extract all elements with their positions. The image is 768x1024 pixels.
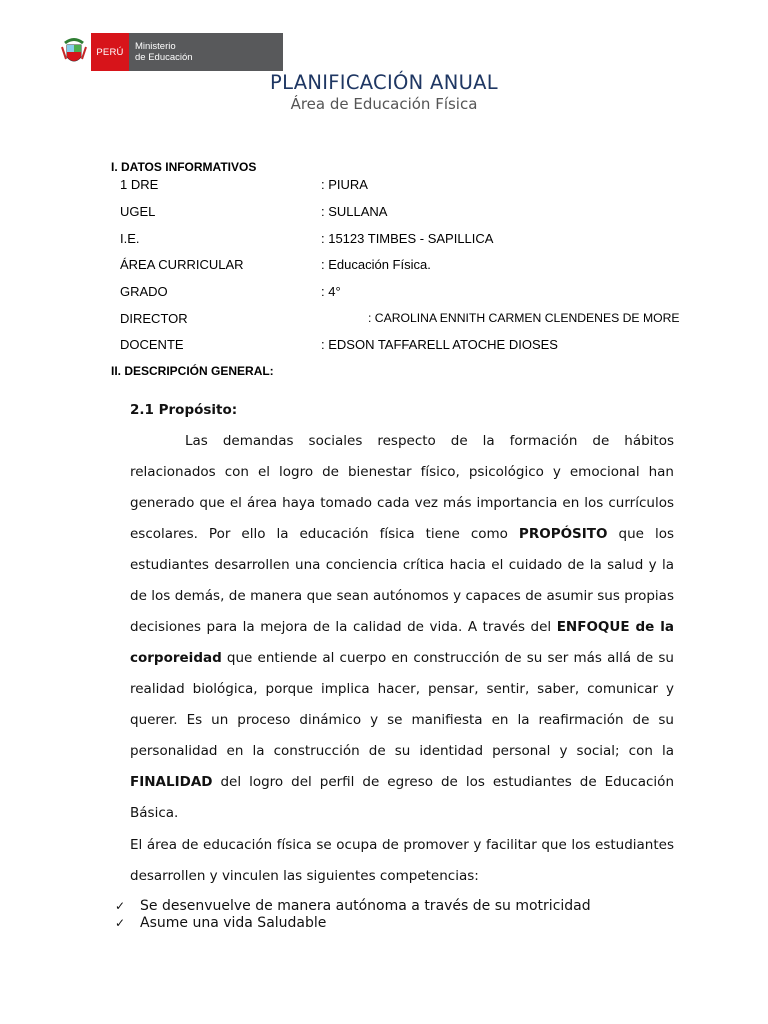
info-value: : PIURA [321, 177, 368, 192]
purpose-text-2: que los estudiantes desarrollen una conciencia crítica hacia el cuidado de la salud y la de los demás, de manera que sean autónomos y capaces de asumir sus propias decisiones para la mejora de la calidad de vida. A través del [130, 526, 674, 635]
ministry-label [129, 33, 283, 71]
minedu-logo [57, 33, 283, 71]
info-label: DIRECTOR [120, 311, 188, 326]
competencies-intro: El área de educación física se ocupa de promover y facilitar que los estudiantes desarrollen y vinculen las siguientes competencias: [130, 837, 674, 884]
list-item [115, 898, 591, 915]
peru-label: PERÚ [91, 33, 129, 71]
competency-text: Asume una vida Saludable [140, 915, 327, 931]
info-value: : SULLANA [321, 204, 388, 219]
approach-keyword: ENFOQUE de la corporeidad [130, 619, 674, 666]
info-value: : 4° [321, 284, 341, 299]
info-label: 1 DRE [120, 177, 159, 192]
purpose-paragraph [130, 426, 674, 829]
info-label: I.E. [120, 231, 140, 246]
coat-of-arms-icon [57, 33, 91, 71]
info-label: UGEL [120, 204, 156, 219]
info-value: : CAROLINA ENNITH CARMEN CLENDENES DE MORE [368, 311, 680, 325]
ministry-line-1: Ministerio [135, 41, 176, 52]
section-1-heading: I. DATOS INFORMATIVOS [111, 160, 257, 174]
info-label: ÁREA CURRICULAR [120, 257, 244, 272]
ministry-line-2: de Educación [135, 52, 193, 63]
checkmark-icon: ✓ [115, 916, 126, 930]
info-label: GRADO [120, 284, 168, 299]
info-row-docente [120, 337, 720, 355]
purpose-keyword: PROPÓSITO [518, 526, 608, 542]
purpose-text-3: que entiende al cuerpo en construcción de su ser más allá de su realidad biológica, porque implica hacer, pensar, sentir, saber, comunicar y querer. Es un proceso dinámico y se manifiesta en la reafirmación de su personalidad en la construcción de su identidad personal y social; con la [130, 650, 674, 759]
info-value: : 15123 TIMBES - SAPILLICA [321, 231, 494, 246]
info-value: : Educación Física. [321, 257, 431, 272]
info-row-grado [120, 284, 720, 302]
info-row-ugel [120, 204, 720, 222]
purpose-text-4: del logro del perfil de egreso de los estudiantes de Educación Básica. [130, 774, 674, 821]
purpose-heading: 2.1 Propósito: [130, 402, 238, 418]
info-label: DOCENTE [120, 337, 184, 352]
info-row-ie [120, 231, 720, 249]
document-title: PLANIFICACIÓN ANUAL [270, 71, 498, 94]
competencies-list [115, 898, 591, 932]
section-2-heading: II. DESCRIPCIÓN GENERAL: [111, 364, 274, 378]
document-subtitle: Área de Educación Física [290, 95, 478, 113]
purpose-text-1: Las demandas sociales respecto de la formación de hábitos relacionados con el logro de bienestar físico, psicológico y emocional han generado que el área haya tomado cada vez más importancia en los currículos escolares. Por ello la educación física tiene como [130, 433, 674, 542]
checkmark-icon: ✓ [115, 899, 126, 913]
list-item [115, 915, 591, 932]
competency-text: Se desenvuelve de manera autónoma a través de su motricidad [140, 898, 591, 914]
info-value: : EDSON TAFFARELL ATOCHE DIOSES [321, 337, 558, 352]
finality-keyword: FINALIDAD [130, 774, 213, 790]
info-row-area [120, 257, 720, 275]
info-row-dre [120, 177, 720, 195]
info-row-director [120, 311, 720, 329]
